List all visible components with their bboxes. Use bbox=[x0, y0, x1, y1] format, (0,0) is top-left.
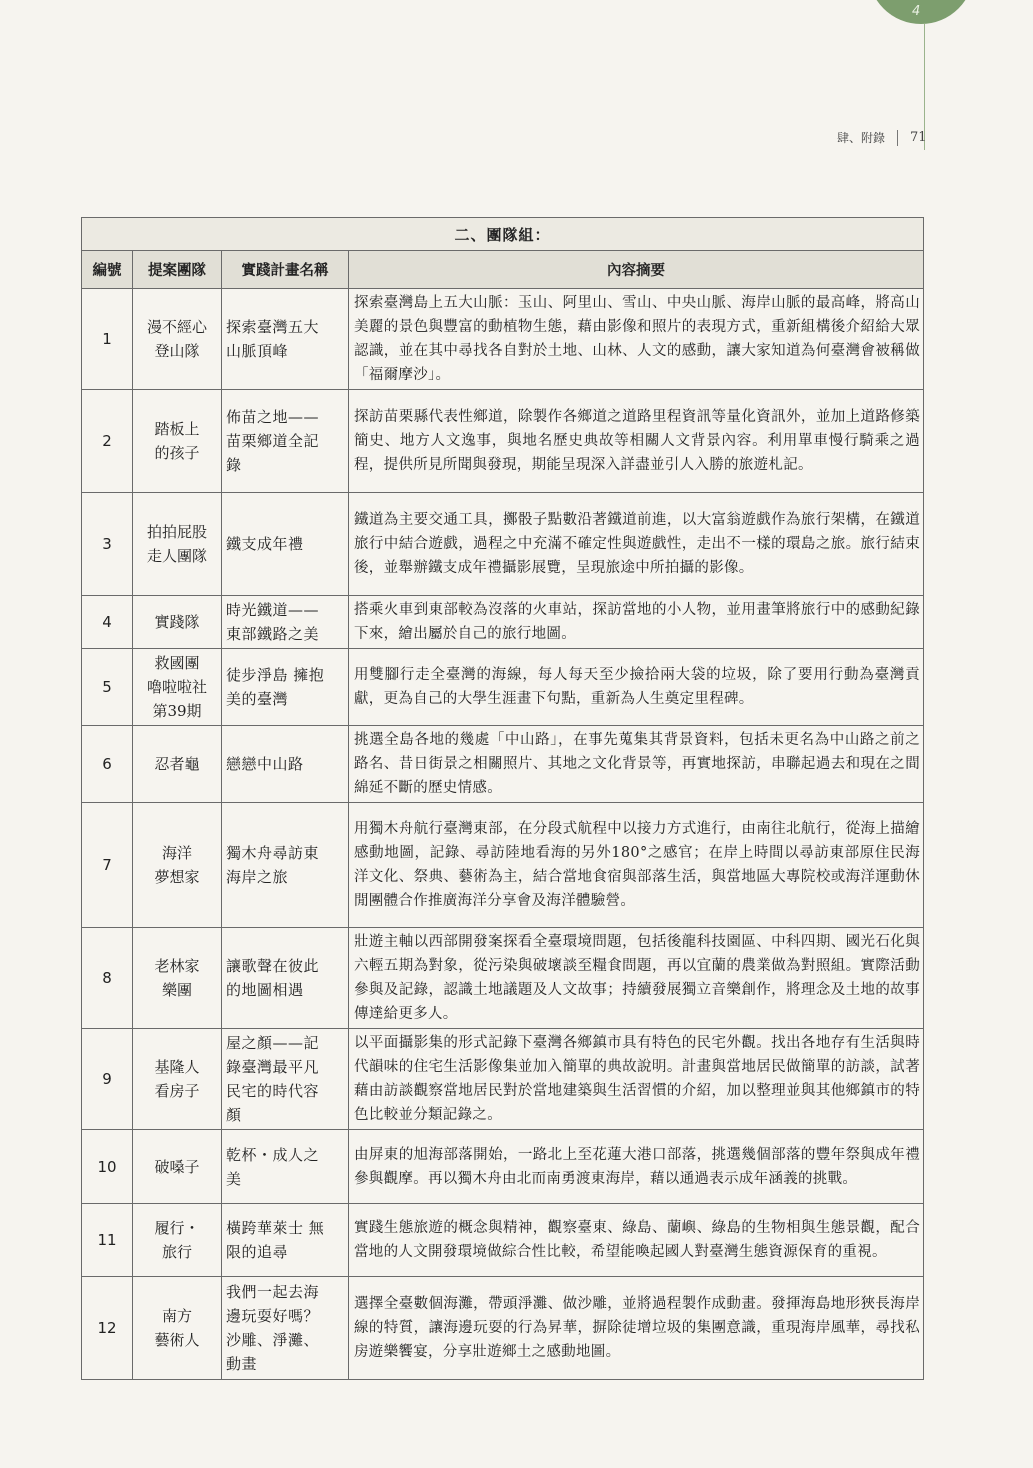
header-number: 編號 bbox=[82, 251, 133, 289]
row-number: 4 bbox=[82, 596, 133, 649]
row-team: 履行・ 旅行 bbox=[133, 1204, 222, 1277]
row-content: 壯遊主軸以西部開發案探看全臺環境問題，包括後龍科技園區、中科四期、國光石化與六輕五期為對象，從污染與破壞談至糧食問題，再以宜蘭的農業做為對照組。實際活動參與及記錄，認識土地議題及人文故事；持續發展獨立音樂創作，將理念及土地的故事傳達給更多人。 bbox=[349, 928, 924, 1029]
row-number: 3 bbox=[82, 493, 133, 596]
row-number: 6 bbox=[82, 726, 133, 803]
row-number: 7 bbox=[82, 803, 133, 928]
row-team: 實踐隊 bbox=[133, 596, 222, 649]
table-row bbox=[82, 928, 924, 1029]
row-team: 海洋 夢想家 bbox=[133, 803, 222, 928]
header-team: 提案團隊 bbox=[133, 251, 222, 289]
table-row bbox=[82, 1130, 924, 1204]
section-title: 肆、附錄 bbox=[837, 131, 886, 145]
row-team: 老林家 樂團 bbox=[133, 928, 222, 1029]
row-plan: 戀戀中山路 bbox=[222, 726, 349, 803]
row-plan: 屋之顏——記 錄臺灣最平凡 民宅的時代容 顏 bbox=[222, 1029, 349, 1130]
row-plan: 徒步淨島 擁抱 美的臺灣 bbox=[222, 649, 349, 726]
table-header-row bbox=[82, 251, 924, 289]
row-content: 實踐生態旅遊的概念與精神，觀察臺東、綠島、蘭嶼、綠島的生物相與生態景觀，配合當地的人文開發環境做綜合性比較，希望能喚起國人對臺灣生態資源保育的重視。 bbox=[349, 1204, 924, 1277]
row-team: 南方 藝術人 bbox=[133, 1277, 222, 1380]
row-number: 1 bbox=[82, 289, 133, 390]
row-content: 挑選全島各地的幾處「中山路」，在事先蒐集其背景資料，包括未更名為中山路之前之路名、昔日街景之相關照片、其地之文化背景等，再實地探訪，串聯起過去和現在之間綿延不斷的歷史情感。 bbox=[349, 726, 924, 803]
row-plan: 讓歌聲在彼此 的地圖相遇 bbox=[222, 928, 349, 1029]
table-body bbox=[82, 289, 924, 1380]
row-plan: 獨木舟尋訪東 海岸之旅 bbox=[222, 803, 349, 928]
row-plan: 乾杯・成人之 美 bbox=[222, 1130, 349, 1204]
chapter-tab bbox=[868, 0, 974, 24]
row-plan: 鐵支成年禮 bbox=[222, 493, 349, 596]
row-content: 以平面攝影集的形式記錄下臺灣各鄉鎮市具有特色的民宅外觀。找出各地存有生活與時代韻味的住宅生活影像集並加入簡單的典故說明。計畫與當地居民做簡單的訪談，試著藉由訪談觀察當地居民對於當地建築與生活習慣的介紹，加以整理並與其他鄉鎮市的特色比較並分類記錄之。 bbox=[349, 1029, 924, 1130]
running-head bbox=[837, 129, 927, 146]
table-row bbox=[82, 1029, 924, 1130]
row-plan: 時光鐵道—— 東部鐵路之美 bbox=[222, 596, 349, 649]
row-number: 10 bbox=[82, 1130, 133, 1204]
header-divider bbox=[897, 130, 898, 146]
row-plan: 我們一起去海 邊玩耍好嗎？ 沙雕、淨灘、 動畫 bbox=[222, 1277, 349, 1380]
table-row bbox=[82, 596, 924, 649]
team-projects-table bbox=[81, 217, 924, 1380]
chapter-number: 4 bbox=[912, 4, 921, 19]
row-content: 選擇全臺數個海灘，帶頭淨灘、做沙雕，並將過程製作成動畫。發揮海島地形狹長海岸線的特質，讓海邊玩耍的行為昇華，摒除徒增垃圾的集團意識，重現海岸風華，尋找私房遊樂饗宴，分享壯遊鄉土之感動地圖。 bbox=[349, 1277, 924, 1380]
table-row bbox=[82, 803, 924, 928]
row-plan: 佈苗之地—— 苗栗鄉道全記 錄 bbox=[222, 390, 349, 493]
row-team: 基隆人 看房子 bbox=[133, 1029, 222, 1130]
row-number: 2 bbox=[82, 390, 133, 493]
row-plan: 橫跨華萊士 無 限的追尋 bbox=[222, 1204, 349, 1277]
row-content: 搭乘火車到東部較為沒落的火車站，探訪當地的小人物，並用畫筆將旅行中的感動紀錄下來，繪出屬於自己的旅行地圖。 bbox=[349, 596, 924, 649]
page-number: 71 bbox=[910, 130, 927, 145]
row-number: 5 bbox=[82, 649, 133, 726]
row-number: 11 bbox=[82, 1204, 133, 1277]
table-title: 二、團隊組： bbox=[82, 218, 924, 251]
row-number: 12 bbox=[82, 1277, 133, 1380]
row-content: 用獨木舟航行臺灣東部，在分段式航程中以接力方式進行，由南往北航行，從海上描繪感動地圖，記錄、尋訪陸地看海的另外180°之感官；在岸上時間以尋訪東部原住民海洋文化、祭典、藝術為主，結合當地食宿與部落生活，與當地區大專院校或海洋運動休閒團體合作推廣海洋分享會及海洋體驗營。 bbox=[349, 803, 924, 928]
table-row bbox=[82, 726, 924, 803]
row-team: 拍拍屁股 走人團隊 bbox=[133, 493, 222, 596]
row-team: 忍者龜 bbox=[133, 726, 222, 803]
header-content: 內容摘要 bbox=[349, 251, 924, 289]
table-row bbox=[82, 390, 924, 493]
row-team: 漫不經心 登山隊 bbox=[133, 289, 222, 390]
row-content: 鐵道為主要交通工具，擲骰子點數沿著鐵道前進，以大富翁遊戲作為旅行架構，在鐵道旅行中結合遊戲，過程之中充滿不確定性與遊戲性，走出不一樣的環島之旅。旅行結束後，並舉辦鐵支成年禮攝影展覽，呈現旅途中所拍攝的影像。 bbox=[349, 493, 924, 596]
table-row bbox=[82, 1204, 924, 1277]
row-content: 探索臺灣島上五大山脈：玉山、阿里山、雪山、中央山脈、海岸山脈的最高峰，將高山美麗的景色與豐富的動植物生態，藉由影像和照片的表現方式，重新組構後介紹給大眾認識，並在其中尋找各自對於土地、山林、人文的感動，讓大家知道為何臺灣會被稱做「福爾摩沙」。 bbox=[349, 289, 924, 390]
row-content: 用雙腳行走全臺灣的海線，每人每天至少撿拾兩大袋的垃圾，除了要用行動為臺灣貢獻，更為自己的大學生涯畫下句點，重新為人生奠定里程碑。 bbox=[349, 649, 924, 726]
table-row bbox=[82, 649, 924, 726]
row-content: 由屏東的旭海部落開始，一路北上至花蓮大港口部落，挑選幾個部落的豐年祭與成年禮參與觀摩。再以獨木舟由北而南勇渡東海岸，藉以通過表示成年涵義的挑戰。 bbox=[349, 1130, 924, 1204]
row-team: 救國團 嚕啦啦社 第39期 bbox=[133, 649, 222, 726]
row-plan: 探索臺灣五大 山脈頂峰 bbox=[222, 289, 349, 390]
row-team: 破嗓子 bbox=[133, 1130, 222, 1204]
row-number: 8 bbox=[82, 928, 133, 1029]
header-plan: 實踐計畫名稱 bbox=[222, 251, 349, 289]
table-row bbox=[82, 289, 924, 390]
row-content: 探訪苗栗縣代表性鄉道，除製作各鄉道之道路里程資訊等量化資訊外，並加上道路修築簡史、地方人文逸事，與地名歷史典故等相關人文背景內容。利用單車慢行騎乘之過程，提供所見所聞與發現，期能呈現深入詳盡並引人入勝的旅遊札記。 bbox=[349, 390, 924, 493]
table-row bbox=[82, 493, 924, 596]
row-team: 踏板上 的孩子 bbox=[133, 390, 222, 493]
table-row bbox=[82, 1277, 924, 1380]
row-number: 9 bbox=[82, 1029, 133, 1130]
